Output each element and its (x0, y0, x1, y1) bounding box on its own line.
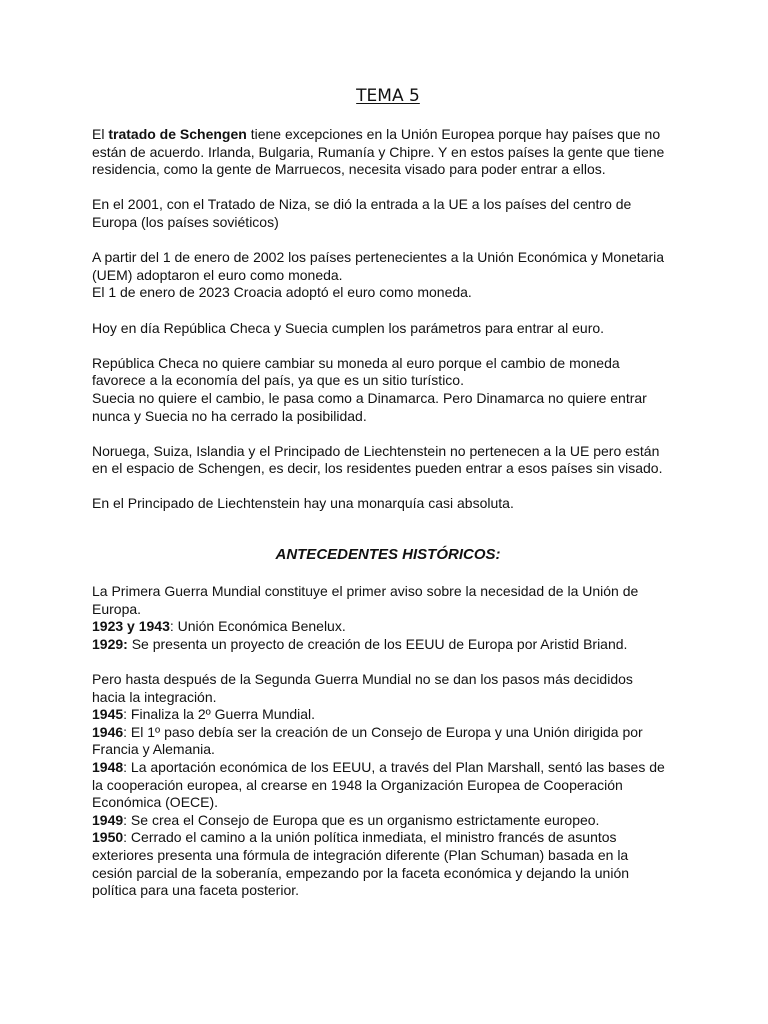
paragraph-line: la cooperación europea, al crearse en 1948 la Organización Europea de Cooperación (92, 776, 623, 793)
paragraph-line: La Primera Guerra Mundial constituye el primer aviso sobre la necesidad de la Unión de (92, 583, 639, 600)
paragraph-line: El tratado de Schengen tiene excepciones en la Unión Europea porque hay países que no (92, 126, 661, 142)
paragraph-line: exteriores presenta una fórmula de integración diferente (Plan Schuman) basada en la (92, 846, 629, 863)
paragraph-niza (92, 196, 684, 231)
timeline-entry-1945: 1945: Finaliza la 2º Guerra Mundial. (92, 706, 316, 723)
year-label: 1929: (92, 635, 128, 652)
paragraph-liechtenstein (92, 495, 684, 513)
paragraph-first-war (92, 583, 684, 653)
paragraph-line: Hoy en día República Checa y Suecia cumplen los parámetros para entrar al euro. (92, 319, 605, 336)
year-label: 1923 y 1943 (92, 618, 170, 635)
timeline-entry-1950: 1950: Cerrado el camino a la unión política inmediata, el ministro francés de asuntos (92, 829, 617, 846)
paragraph-parameters (92, 320, 684, 338)
paragraph-line: Francia y Alemania. (92, 741, 215, 758)
timeline-entry-1949: 1949: Se crea el Consejo de Europa que es un organismo estrictamente europeo. (92, 811, 600, 828)
paragraph-line: (UEM) adoptaron el euro como moneda. (92, 266, 343, 283)
paragraph-line: residencia, como la gente de Marruecos, necesita visado para poder entrar a ellos. (92, 161, 606, 178)
paragraph-line: En el 2001, con el Tratado de Niza, se dió la entrada a la UE a los países del centro de (92, 196, 632, 213)
paragraph-line: hacia la integración. (92, 688, 217, 705)
paragraph-line: cesión parcial de la soberanía, empezando por la faceta económica y dejando la unión (92, 864, 630, 881)
paragraph-line: Suecia no quiere el cambio, le pasa como a Dinamarca. Pero Dinamarca no quiere entrar (92, 389, 647, 406)
year-label: 1946 (92, 723, 124, 740)
paragraph-line: República Checa no quiere cambiar su moneda al euro porque el cambio de moneda (92, 354, 620, 371)
paragraph-line: Económica (OECE). (92, 794, 219, 811)
paragraph-second-war (92, 671, 684, 900)
paragraph-non-eu-schengen (92, 443, 684, 478)
paragraph-line: política para una faceta posterior. (92, 882, 300, 899)
paragraph-line: en el espacio de Schengen, es decir, los residentes pueden entrar a esos países sin visado. (92, 460, 663, 477)
paragraph-line: están de acuerdo. Irlanda, Bulgaria, Rumanía y Chipre. Y en estos países la gente que tiene (92, 143, 665, 160)
timeline-entry-1948: 1948: La aportación económica de los EEUU, a través del Plan Marshall, sentó las bases de (92, 759, 665, 775)
paragraph-euro-adoption (92, 249, 684, 302)
paragraph-line: favorece a la economía del país, ya que es un sitio turístico. (92, 372, 464, 389)
paragraph-line: nunca y Suecia no ha cerrado la posibilidad. (92, 407, 367, 424)
paragraph-line: Pero hasta después de la Segunda Guerra Mundial no se dan los pasos más decididos (92, 671, 633, 688)
timeline-entry-1929: 1929: Se presenta un proyecto de creación de los EEUU de Europa por Aristid Briand. (92, 635, 628, 652)
year-label: 1949 (92, 811, 124, 828)
paragraph-line: En el Principado de Liechtenstein hay una monarquía casi absoluta. (92, 495, 514, 512)
paragraph-line: Noruega, Suiza, Islandia y el Principado de Liechtenstein no pertenecen a la UE pero están (92, 442, 660, 459)
section-heading: ANTECEDENTES HISTÓRICOS: (275, 546, 501, 564)
document-page (92, 84, 684, 917)
paragraph-czech-sweden (92, 355, 684, 425)
paragraph-line: El 1 de enero de 2023 Croacia adoptó el euro como moneda. (92, 284, 472, 301)
paragraph-line: Europa (los países soviéticos) (92, 213, 279, 230)
year-label: 1948 (92, 759, 124, 775)
paragraph-line: A partir del 1 de enero de 2002 los países pertenecientes a la Unión Económica y Monetaria (92, 249, 665, 266)
year-label: 1945 (92, 706, 124, 723)
bold-term: tratado de Schengen (108, 126, 247, 142)
paragraph-schengen (92, 126, 684, 179)
timeline-entry-1946: 1946: El 1º paso debía ser la creación de un Consejo de Europa y una Unión dirigida por (92, 723, 643, 740)
year-label: 1950 (92, 829, 124, 846)
page-title: TEMA 5 (356, 86, 420, 106)
timeline-entry-1923: 1923 y 1943: Unión Económica Benelux. (92, 618, 346, 635)
paragraph-line: Europa. (92, 600, 142, 617)
